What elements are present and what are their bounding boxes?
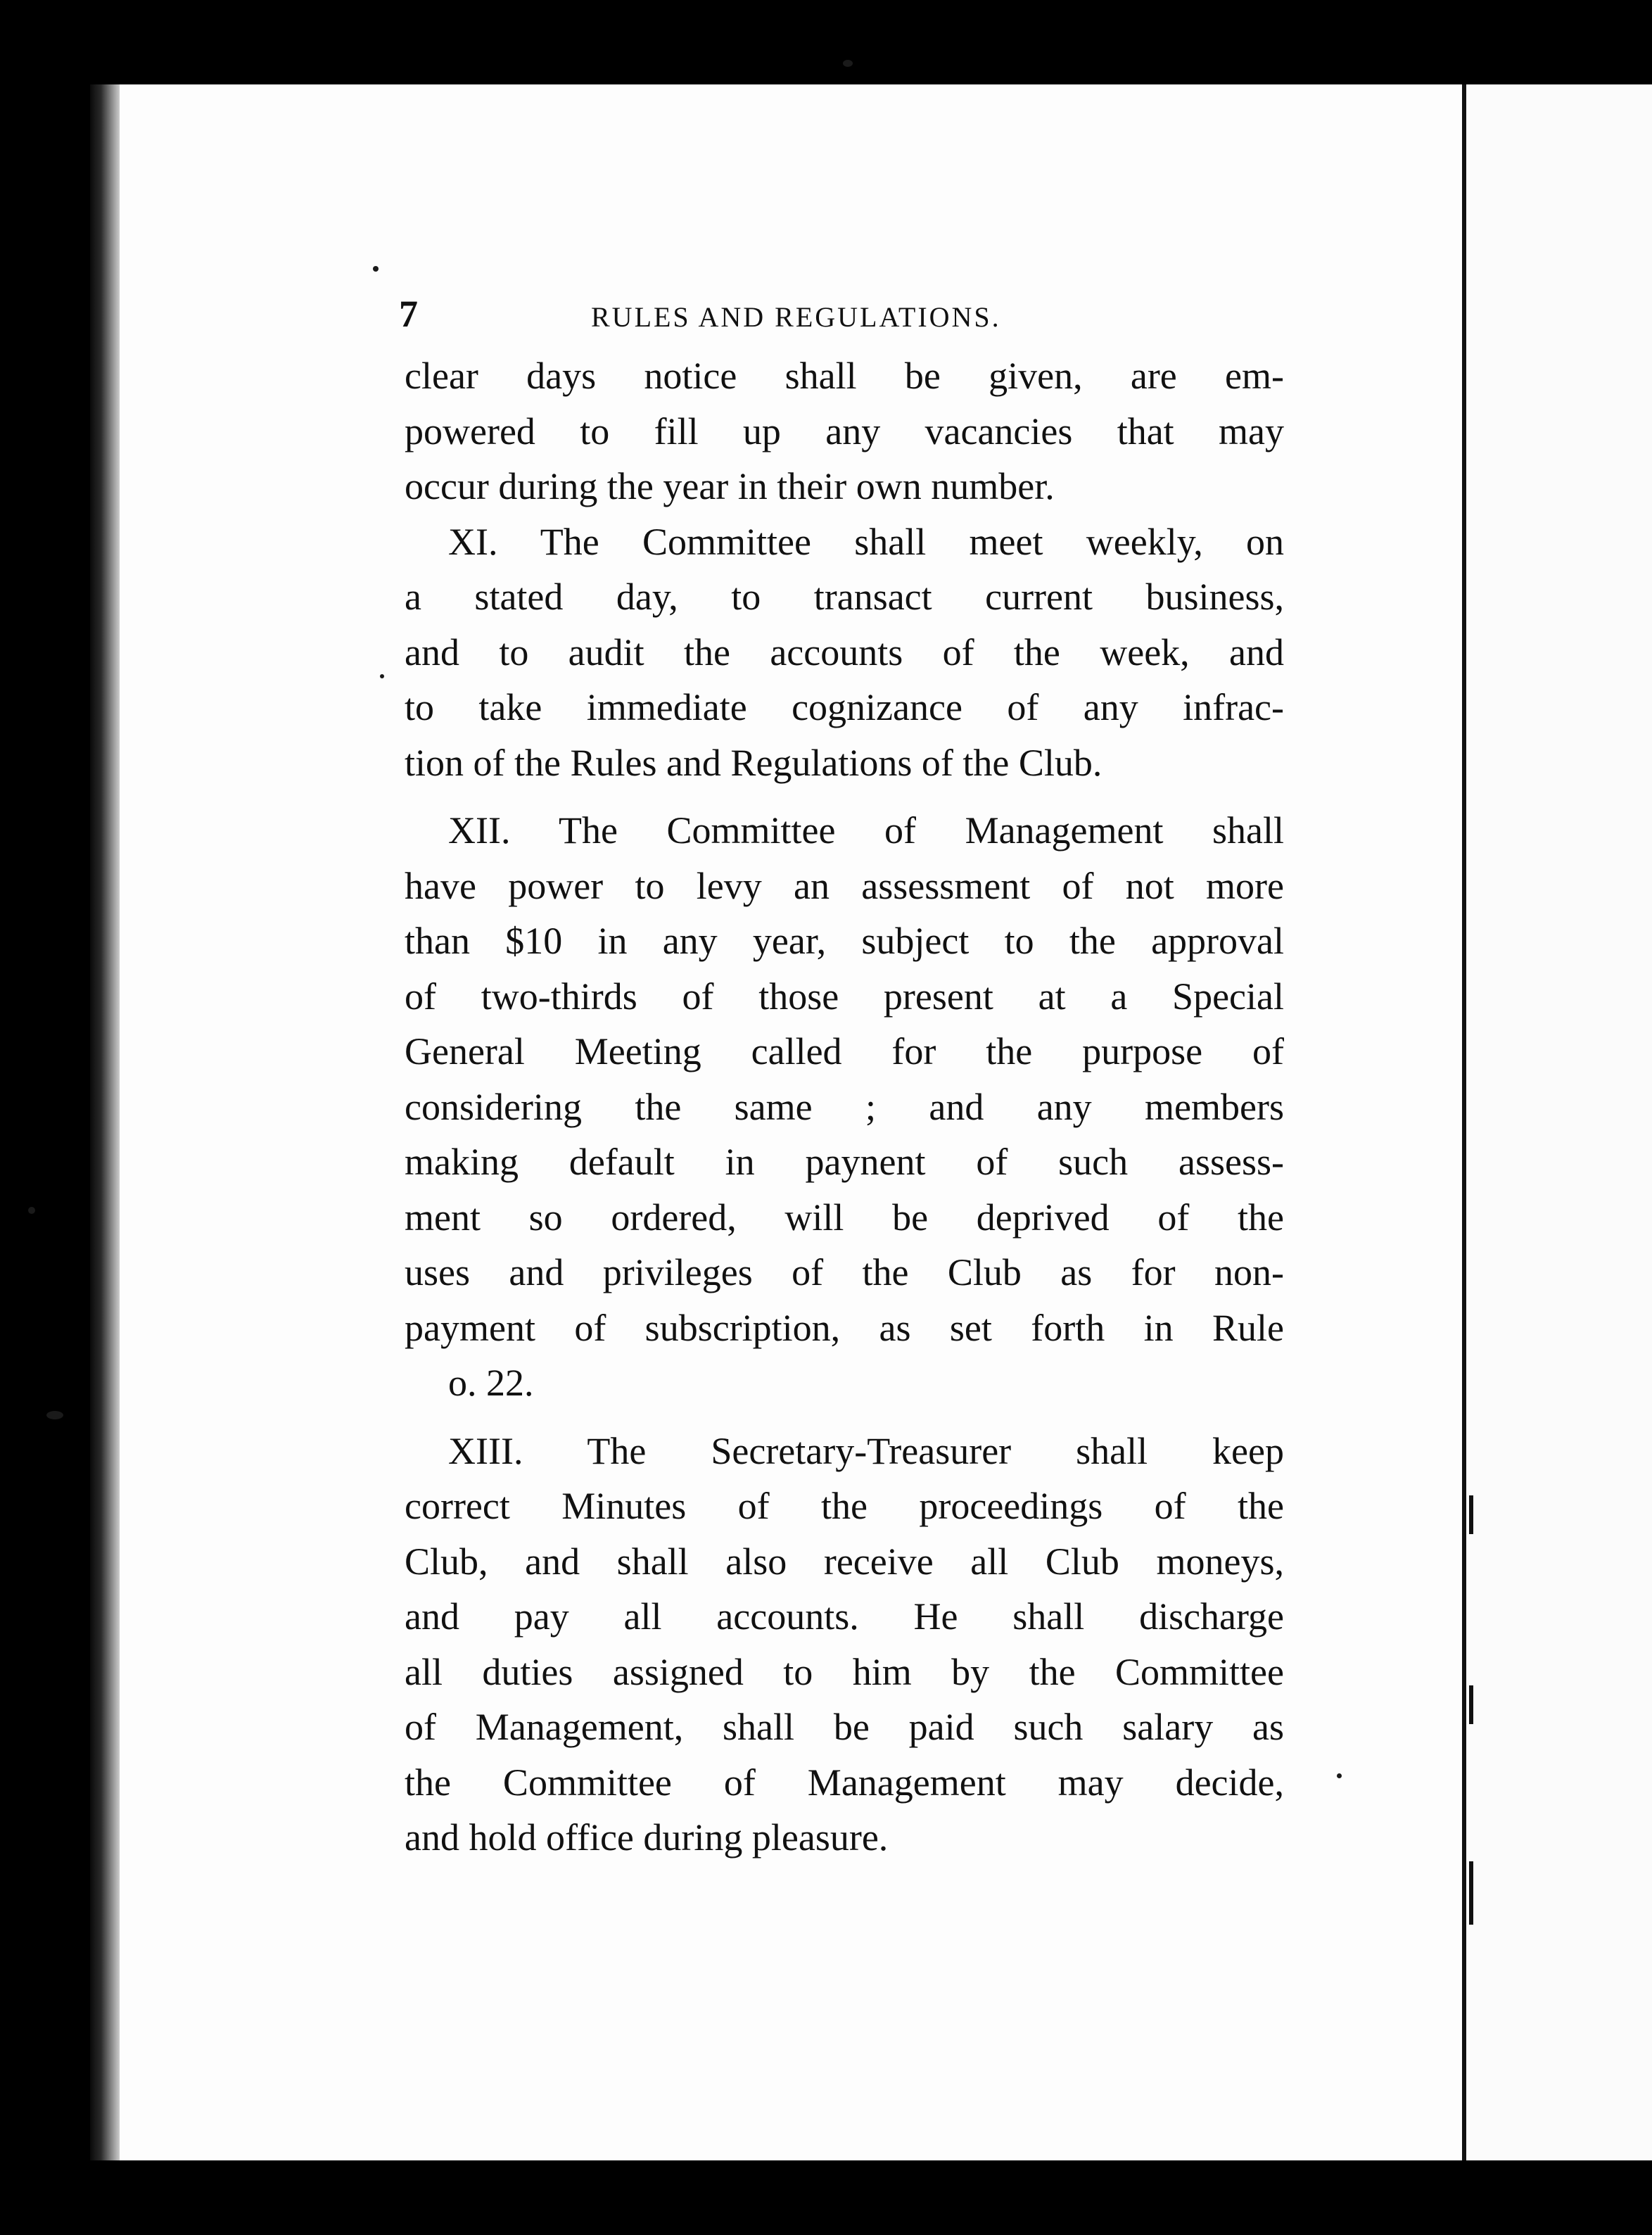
- text-line: Club, and shall also receive all Club moneys,: [405, 1540, 1284, 1583]
- text-line: considering the same ; and any members: [405, 1085, 1284, 1128]
- running-header: [399, 292, 1284, 348]
- scan-border-top: [0, 0, 1652, 84]
- text-line: XIII. The Secretary-Treasurer shall keep: [448, 1429, 1284, 1472]
- text-line: making default in paynent of such assess-: [405, 1141, 1284, 1183]
- text-line: a stated day, to transact current business,: [405, 576, 1284, 618]
- text-line: XII. The Committee of Management shall: [448, 809, 1284, 851]
- text-line: XI. The Committee shall meet weekly, on: [448, 520, 1284, 563]
- paragraph-continuation: [405, 348, 1284, 514]
- text-line: to take immediate cognizance of any infrac-: [405, 686, 1284, 728]
- text-line: of Management, shall be paid such salary as: [405, 1706, 1284, 1748]
- text-line: payment of subscription, as set forth in Rule: [405, 1306, 1284, 1349]
- text-line: have power to levy an assessment of not more: [405, 864, 1284, 907]
- text-line: General Meeting called for the purpose of: [405, 1030, 1284, 1072]
- text-line: ment so ordered, will be deprived of the: [405, 1196, 1284, 1239]
- book-gutter-shadow: [90, 84, 121, 2160]
- text-line: the Committee of Management may decide,: [405, 1761, 1284, 1804]
- paragraph-rule-xi: [405, 514, 1284, 791]
- page-text: [399, 292, 1284, 1866]
- paragraph-rule-xiii: [405, 1424, 1284, 1866]
- running-head-title: RULES AND REGULATIONS.: [591, 301, 1001, 333]
- text-line: correct Minutes of the proceedings of the: [405, 1485, 1284, 1527]
- text-line: o. 22.: [448, 1362, 534, 1404]
- text-line: than $10 in any year, subject to the approval: [405, 920, 1284, 962]
- text-line: and to audit the accounts of the week, and: [405, 631, 1284, 673]
- text-line: and pay all accounts. He shall discharge: [405, 1595, 1284, 1638]
- text-line: and hold office during pleasure.: [405, 1816, 889, 1859]
- scan-border-bottom: [0, 2160, 1652, 2235]
- text-line: powered to fill up any vacancies that may: [405, 410, 1284, 452]
- text-line: clear days notice shall be given, are em-: [405, 355, 1284, 397]
- text-line: occur during the year in their own number.: [405, 465, 1055, 507]
- text-line: uses and privileges of the Club as for non-: [405, 1251, 1284, 1293]
- text-line: all duties assigned to him by the Committee: [405, 1650, 1284, 1693]
- paragraph-rule-xii: [405, 803, 1284, 1411]
- text-line: of two-thirds of those present at a Special: [405, 975, 1284, 1018]
- facing-page-edge: [1462, 84, 1652, 2160]
- text-line: tion of the Rules and Regulations of the Club.: [405, 741, 1103, 784]
- page-number: 7: [399, 293, 419, 335]
